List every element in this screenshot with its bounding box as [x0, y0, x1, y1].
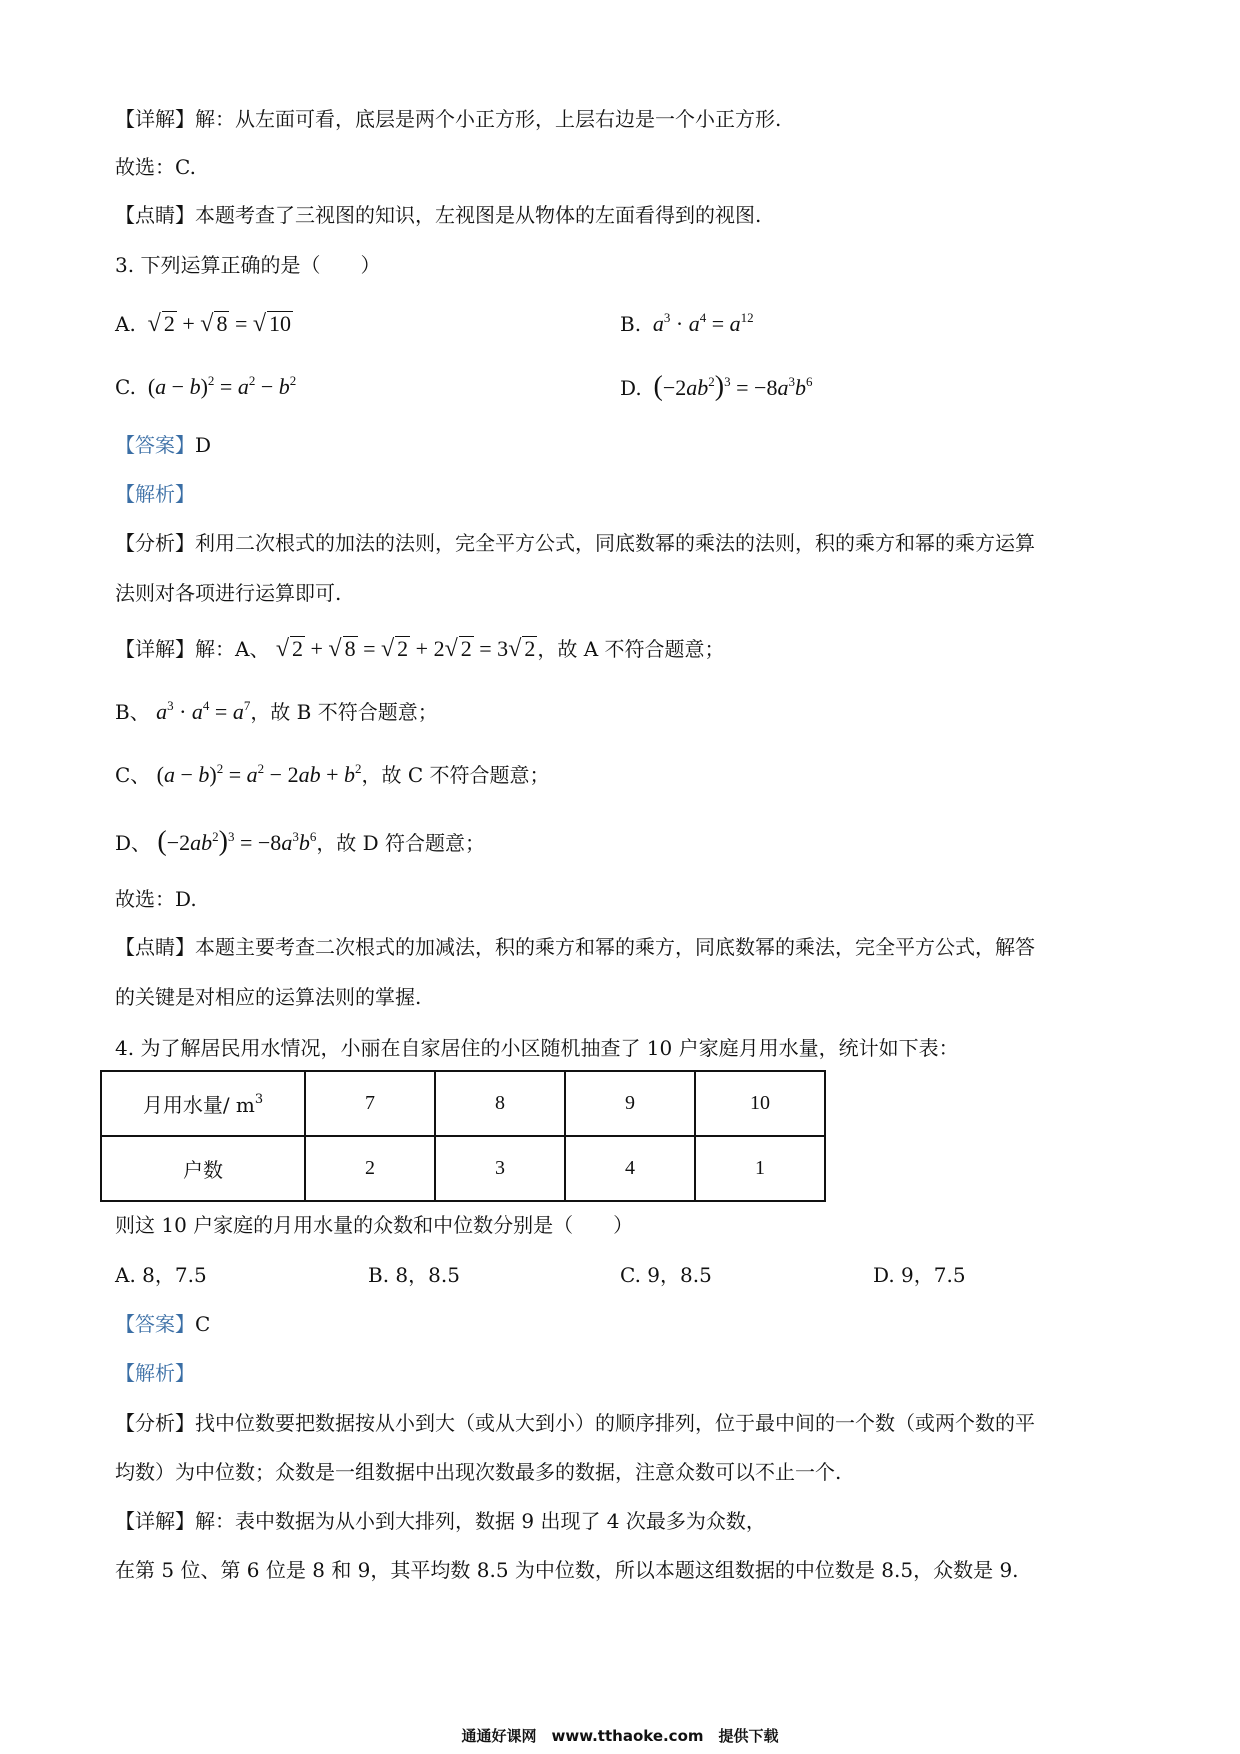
q3-comment-line1 [115, 932, 1035, 962]
answer-value: C [195, 1312, 211, 1336]
detail-tag: 【详解】 [115, 637, 195, 661]
comment-text: 本题考查了三视图的知识，左视图是从物体的左面看得到的视图. [195, 203, 762, 227]
q3-option-c [115, 372, 296, 402]
table-cell: 10 [695, 1071, 825, 1136]
q3-detail-b [115, 697, 438, 727]
answer-tag: 【答案】 [115, 433, 195, 457]
detail-b-formula: $a^3 \cdot a^4 = a^7$ [156, 698, 251, 724]
q3-choice: 故选：D. [115, 887, 197, 911]
table-cell: 4 [565, 1136, 695, 1201]
detail-c-formula: $(a - b)^2 = a^2 - 2ab + b^2$ [156, 761, 362, 787]
option-a-formula: √ 2 + √ 8 = √ 10 [147, 311, 292, 337]
q3-analysis-line1 [115, 528, 1035, 558]
analysis-text: 找中位数要把数据按从小到大（或从大到小）的顺序排列，位于最中间的一个数（或两个数的平 [195, 1411, 1035, 1435]
q4-detail-line1 [115, 1506, 766, 1536]
q2-comment [115, 200, 761, 230]
q4-option-a: A. 8，7.5 [115, 1263, 207, 1287]
q4-option-d: D. 9，7.5 [873, 1263, 966, 1287]
table-cell: 9 [565, 1071, 695, 1136]
table-cell: 8 [435, 1071, 565, 1136]
table-cell: 3 [435, 1136, 565, 1201]
detail-d-suffix: ，故 D 符合题意； [316, 831, 486, 855]
option-b-label: B. [620, 312, 642, 336]
q3-option-a [115, 309, 293, 339]
answer-tag: 【答案】 [115, 1312, 195, 1336]
comment-text: 本题主要考查二次根式的加减法，积的乘方和幂的乘方，同底数幂的乘法，完全平方公式，解答 [195, 935, 1035, 959]
detail-c-prefix: C、 [115, 763, 151, 787]
analysis-head-tag: 【分析】 [115, 531, 195, 555]
q3-option-b [620, 309, 754, 339]
detail-c-suffix: ，故 C 不符合题意； [361, 763, 550, 787]
q4-option-b: B. 8，8.5 [368, 1263, 460, 1287]
option-d-label: D. [620, 376, 642, 400]
page-footer: 通通好课网 www.tthaoke.com 提供下载 [461, 1727, 779, 1745]
q3-comment-line2: 的关键是对相应的运算法则的掌握. [115, 985, 422, 1009]
analysis-text: 利用二次根式的加法的法则，完全平方公式，同底数幂的乘法的法则，积的乘方和幂的乘方运算 [195, 531, 1035, 555]
comment-tag: 【点睛】 [115, 935, 195, 959]
q4-detail-line2: 在第 5 位、第 6 位是 8 和 9，其平均数 8.5 为中位数，所以本题这组数据的中位数是 8.5，众数是 9. [115, 1558, 1019, 1582]
table-cell: 2 [305, 1136, 435, 1201]
q2-choice: 故选：C. [115, 155, 196, 179]
q2-detail [115, 104, 781, 134]
option-c-formula: $(a - b)^2 = a^2 - b^2$ [142, 373, 297, 399]
q3-detail-a [115, 634, 725, 664]
table-row [101, 1071, 825, 1136]
q4-option-c: C. 9，8.5 [620, 1263, 712, 1287]
table-cell: 7 [305, 1071, 435, 1136]
detail-d-formula: $(-2ab^2)^3 = -8a^3b^6$ [157, 826, 317, 857]
option-b-formula: $a^3 \cdot a^4 = a^{12}$ [652, 310, 754, 336]
option-a-label: A. [115, 312, 136, 336]
analysis-head-tag: 【分析】 [115, 1411, 195, 1435]
water-usage-table [100, 1070, 826, 1202]
detail-b-prefix: B、 [115, 700, 150, 724]
table-header-cell: 月用水量/ $m^3$ [101, 1071, 305, 1136]
comment-tag: 【点睛】 [115, 203, 195, 227]
q3-detail-d [115, 827, 485, 858]
option-c-label: C. [115, 375, 136, 399]
detail-a-formula: √ 2 + √ 8 = √ 2 + 2√ 2 = 3√ 2 [275, 636, 536, 662]
table-row [101, 1136, 825, 1201]
detail-b-suffix: ，故 B 不符合题意； [250, 700, 438, 724]
q3-answer [115, 430, 211, 460]
table-header-cell: 户数 [101, 1136, 305, 1201]
table-cell: 1 [695, 1136, 825, 1201]
detail-text: 解：从左面可看，底层是两个小正方形，上层右边是一个小正方形. [195, 107, 782, 131]
q4-analysis-line2: 均数）为中位数；众数是一组数据中出现次数最多的数据，注意众数可以不止一个. [115, 1460, 842, 1484]
answer-value: D [195, 433, 212, 457]
q4-question: 则这 10 户家庭的月用水量的众数和中位数分别是（ ） [115, 1213, 634, 1237]
detail-text: 解：表中数据为从小到大排列，数据 9 出现了 4 次最多为众数， [195, 1509, 766, 1533]
detail-d-prefix: D、 [115, 831, 152, 855]
detail-tag: 【详解】 [115, 107, 195, 131]
q3-stem: 3. 下列运算正确的是（ ） [115, 253, 381, 277]
q4-analysis-tag: 【解析】 [115, 1361, 195, 1385]
detail-a-suffix: ，故 A 不符合题意； [537, 637, 725, 661]
q4-answer [115, 1309, 210, 1339]
q3-option-d [620, 372, 812, 403]
detail-a-prefix: 解：A、 [195, 637, 270, 661]
q4-analysis-line1 [115, 1408, 1035, 1438]
option-d-formula: $(-2ab^2)^3 = -8a^3b^6$ [653, 371, 813, 402]
q3-detail-c [115, 760, 550, 790]
q3-analysis-tag: 【解析】 [115, 482, 195, 506]
q4-stem: 4. 为了解居民用水情况，小丽在自家居住的小区随机抽查了 10 户家庭月用水量，统计如下表： [115, 1036, 959, 1060]
detail-tag: 【详解】 [115, 1509, 195, 1533]
q3-analysis-line2: 法则对各项进行运算即可. [115, 581, 342, 605]
